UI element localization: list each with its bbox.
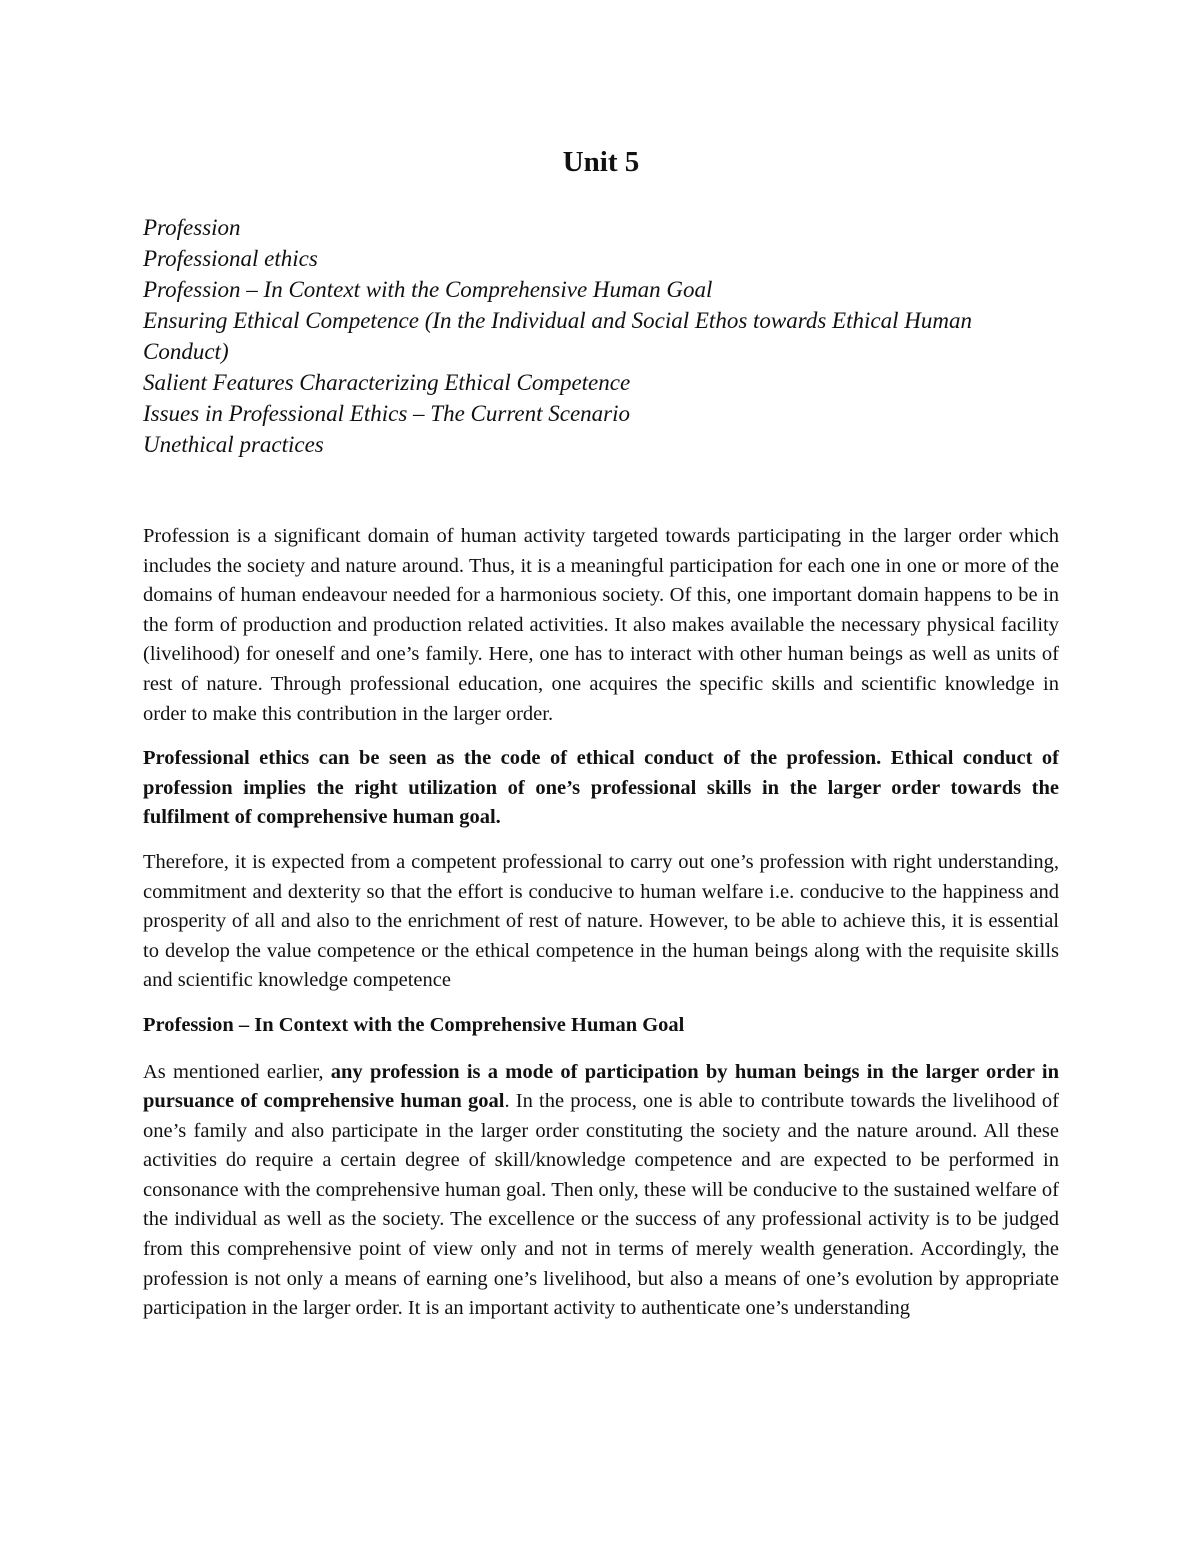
topic-item: Ensuring Ethical Competence (In the Individual and Social Ethos towards Ethical Human Conduct) (143, 308, 972, 364)
topic-item: Salient Features Characterizing Ethical Competence (143, 370, 631, 395)
competence-paragraph: Therefore, it is expected from a competent professional to carry out one’s profession with right understanding, commitment and dexterity so that the effort is conducive to human welfare i.e. conducive to the happiness and prosperity of all and also to the enrichment of rest of nature. However, to be able to achieve this, it is essential to develop the value competence or the ethical competence in the human beings along with the requisite skills and scientific knowledge competence (143, 850, 1059, 992)
topic-item: Unethical practices (143, 432, 324, 457)
spacer (143, 460, 1059, 522)
unit-title: Unit 5 (562, 146, 640, 178)
context-paragraph (143, 1058, 1059, 1324)
topic-list (143, 212, 1059, 460)
section-heading: Profession – In Context with the Comprehensive Human Goal (143, 1013, 685, 1036)
context-rest-text: . In the process, one is able to contribute towards the livelihood of one’s family and also participate in the larger order constituting the society and the nature around. All these activities do require a certain degree of skill/knowledge competence and are expected to be performed in consonance with the comprehensive human goal. Then only, these will be conducive to the sustained welfare of the individual as well as the society. The excellence or the success of any professional activity is to be judged from this comprehensive point of view only and not in terms of merely wealth generation. Accordingly, the profession is not only a means of earning one’s livelihood, but also a means of one’s evolution by appropriate participation in the larger order. It is an important activity to authenticate one’s understanding (143, 1090, 1059, 1320)
document-page (143, 140, 1059, 1339)
definition-paragraph: Professional ethics can be seen as the code of ethical conduct of the profession. Ethical conduct of profession implies the right utilization of one’s professional skills in the larger order towards the fulfilment of comprehensive human goal. (143, 747, 1059, 829)
topic-item: Profession – In Context with the Comprehensive Human Goal (143, 277, 713, 302)
topic-item: Issues in Professional Ethics – The Current Scenario (143, 401, 631, 426)
context-bold-text: any profession is a mode of participation by human beings in the larger order in pursuance of comprehensive human goal (143, 1060, 1060, 1113)
intro-paragraph: Profession is a significant domain of human activity targeted towards participating in the larger order which includes the society and nature around. Thus, it is a meaningful participation for each one in one or more of the domains of human endeavour needed for a harmonious society. Of this, one important domain happens to be in the form of production and production related activities. It also makes available the necessary physical facility (livelihood) for oneself and one’s family. Here, one has to interact with other human beings as well as units of rest of nature. Through professional education, one acquires the specific skills and scientific knowledge in order to make this contribution in the larger order. (143, 525, 1059, 725)
topic-item: Profession (143, 215, 241, 240)
topic-item: Professional ethics (143, 246, 318, 271)
context-lead-text: As mentioned earlier, (143, 1060, 331, 1083)
